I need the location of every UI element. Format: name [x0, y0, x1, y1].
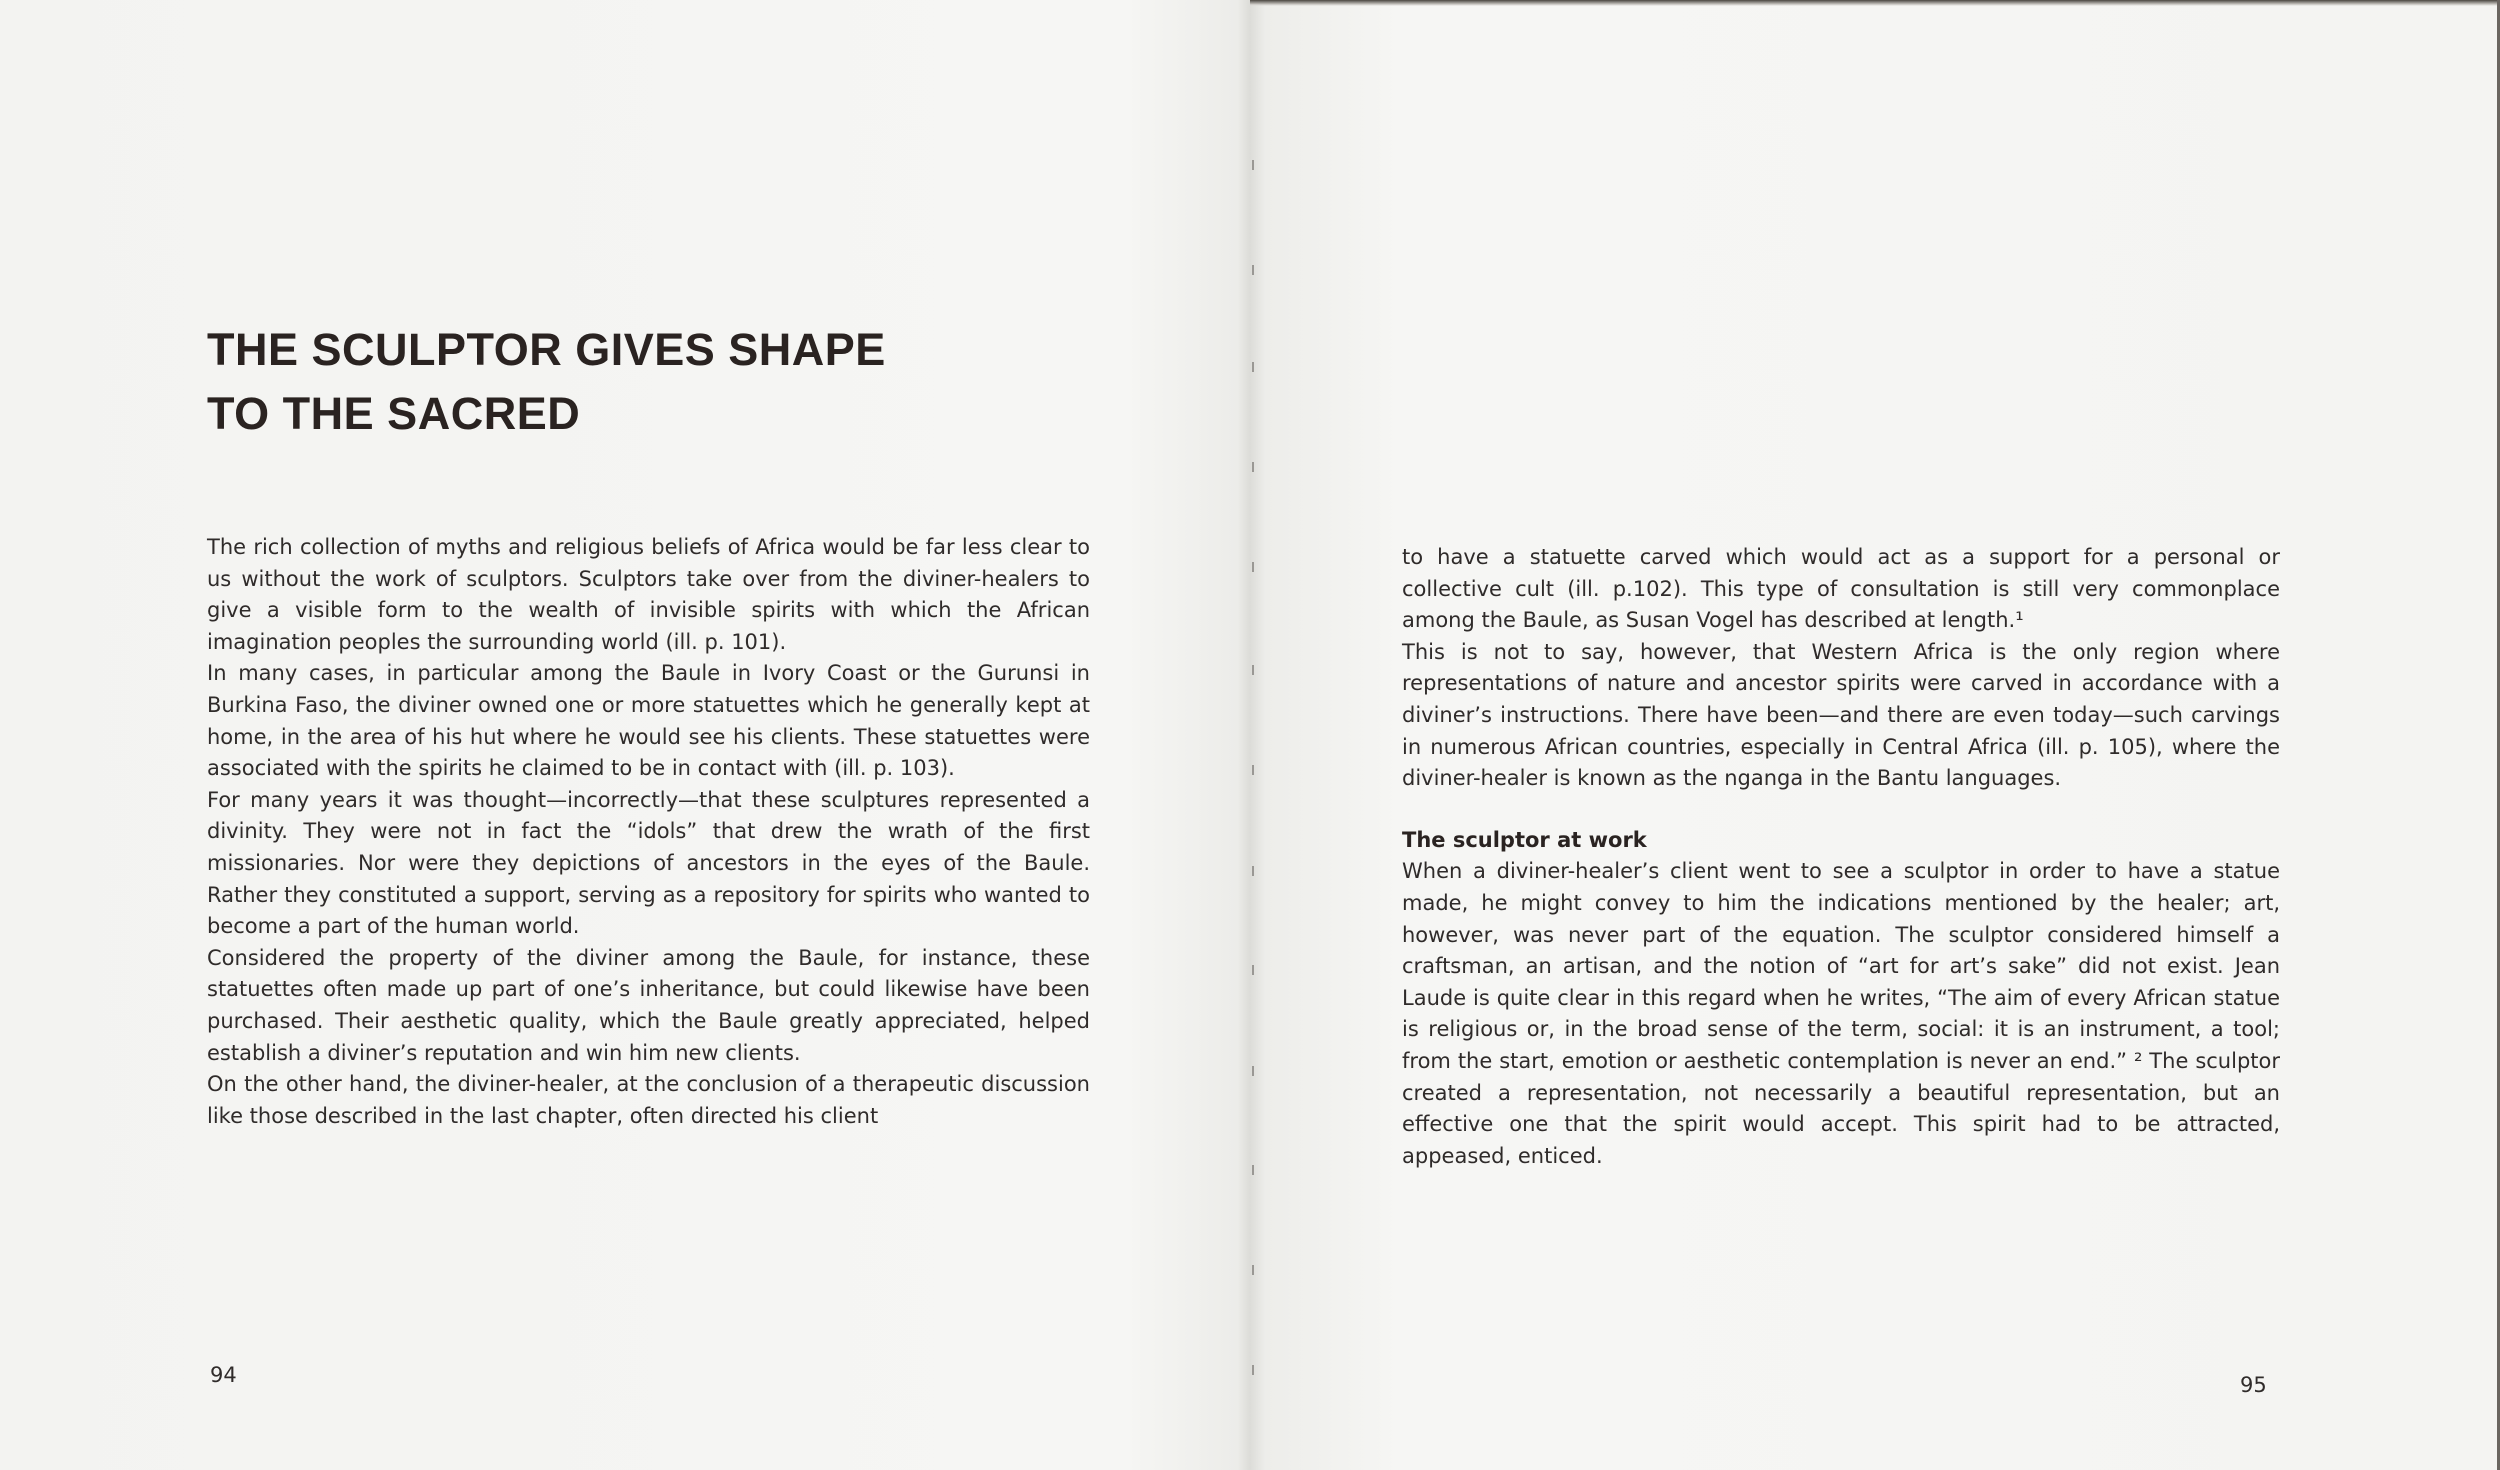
- page-top-edge: [1250, 0, 2500, 6]
- stitch-mark: [1252, 462, 1254, 472]
- chapter-title: [207, 318, 1027, 446]
- stitch-mark: [1252, 160, 1254, 170]
- body-paragraph: The rich collection of myths and religious beliefs of Africa would be far less clear to us without the work of sculptors. Sculptors take over from the diviner-healers to give a visible form to the wealth of invisible spirits with which the African imagination peoples the surrounding world (ill. p. 101).: [207, 535, 1090, 654]
- body-paragraph: to have a statuette carved which would act as a support for a personal or collective cult (ill. p.102). This type of consultation is still very commonplace among the Baule, as Susan Vogel has described at length.¹: [1402, 545, 2280, 633]
- body-paragraph: When a diviner-healer’s client went to see a sculptor in order to have a statue made, he might convey to him the indications mentioned by the healer; art, however, was never part of the equation. The sculptor considered himself a craftsman, an artisan, and the notion of “art for art’s sake” did not exist. Jean Laude is quite clear in this regard when he writes, “The aim of every African statue is religious or, in the broad sense of the term, social: it is an instrument, a tool; from the start, emotion or aesthetic contemplation is never an end.” ² The sculptor created a representation, not necessarily a beautiful representation, but an effective one that the spirit would accept. This spirit had to be attracted, appeased, enticed.: [1402, 859, 2280, 1168]
- page-number-right: 95: [2240, 1373, 2267, 1397]
- body-paragraph: On the other hand, the diviner-healer, at the conclusion of a therapeutic discussion like those described in the last chapter, often directed his client: [207, 1072, 1090, 1128]
- left-page-body: [207, 532, 1090, 1132]
- stitch-mark: [1252, 965, 1254, 975]
- stitch-mark: [1252, 1265, 1254, 1275]
- right-page-body: [1402, 542, 2280, 1172]
- body-paragraph: Considered the property of the diviner among the Baule, for instance, these statuettes often made up part of one’s inheritance, but could likewise have been purchased. Their aesthetic quality, which the Baule greatly appreciated, helped establish a diviner’s reputation and win him new clients.: [207, 945, 1090, 1065]
- page-number-left: 94: [210, 1363, 237, 1387]
- stitch-mark: [1252, 765, 1254, 775]
- stitch-mark: [1252, 265, 1254, 275]
- body-paragraph: For many years it was thought—incorrectly—that these sculptures represented a divinity. They were not in fact the “idols” that drew the wrath of the first missionaries. Nor were they depictions of ancestors in the eyes of the Baule. Rather they constituted a support, serving as a repository for spirits who wanted to become a part of the human world.: [207, 787, 1090, 939]
- body-paragraph: In many cases, in particular among the Baule in Ivory Coast or the Gurunsi in Burkina Faso, the diviner owned one or more statuettes which he generally kept at home, in the area of his hut where he would see his clients. These statuettes were associated with the spirits he claimed to be in contact with (ill. p. 103).: [207, 661, 1090, 781]
- stitch-mark: [1252, 562, 1254, 572]
- body-paragraph: This is not to say, however, that Western Africa is the only region where representations of nature and ancestor spirits were carved in accordance with a diviner’s instructions. There have been—and there are even today—such carvings in numerous African countries, especially in Central Africa (ill. p. 105), where the diviner-healer is known as the nganga in the Bantu languages.: [1402, 639, 2280, 791]
- section-subheading: The sculptor at work: [1402, 827, 1647, 852]
- stitch-mark: [1252, 1365, 1254, 1375]
- stitch-mark: [1252, 1066, 1254, 1076]
- stitch-mark: [1252, 1165, 1254, 1175]
- binding-stitch-marks: [1252, 0, 1262, 1470]
- stitch-mark: [1252, 362, 1254, 372]
- chapter-title-line-1: THE SCULPTOR GIVES SHAPE: [207, 324, 886, 375]
- stitch-mark: [1252, 665, 1254, 675]
- chapter-title-line-2: TO THE SACRED: [207, 388, 581, 439]
- stitch-mark: [1252, 866, 1254, 876]
